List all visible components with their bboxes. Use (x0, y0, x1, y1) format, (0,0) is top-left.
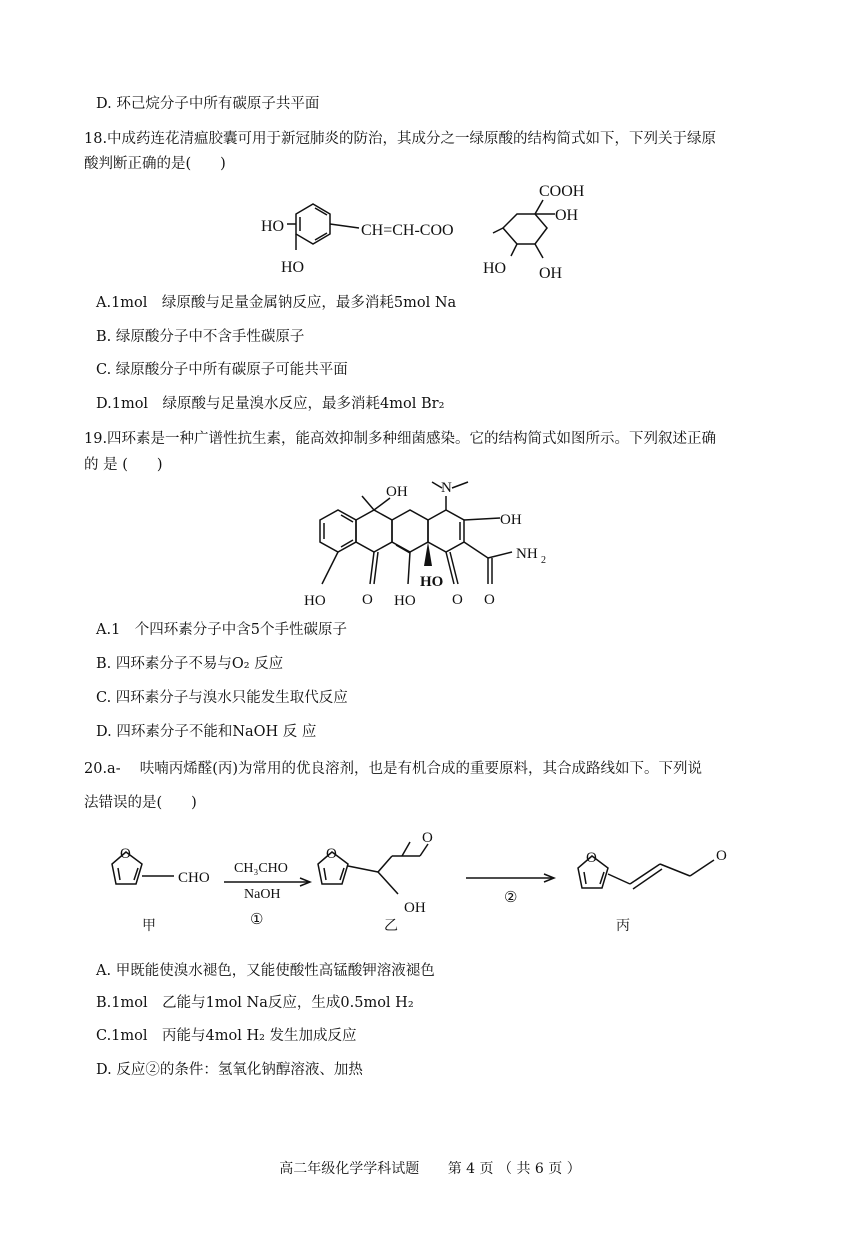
q20-label-o-yi: O (326, 846, 337, 862)
q20-label-jia: 甲 (142, 919, 156, 934)
q20-label-bing: 丙 (616, 919, 630, 934)
page-footer (0, 1158, 860, 1178)
q19-label-n: N (441, 480, 452, 496)
q19-label-oh-top: OH (386, 484, 408, 500)
q20-label-o-jia: O (120, 846, 131, 862)
q20-option-a: A. 甲既能使溴水褪色，又能使酸性高锰酸钾溶液褪色 (96, 963, 435, 979)
q19-label-ho-mid: HO (394, 593, 416, 609)
q19-label-ho-bold: HO (420, 574, 444, 590)
q19-label-o3: O (484, 592, 495, 608)
q20-stem-line1: 20.a- 呋喃丙烯醛(丙)为常用的优良溶剂，也是有机合成的重要原料，其合成路线如下。下列说 (84, 761, 703, 777)
q19-label-ho-left: HO (304, 593, 326, 609)
q20-stem-line2: 法错误的是( ) (84, 795, 197, 811)
synthesis-route-scheme (100, 826, 760, 938)
q20-option-d: D. 反应②的条件：氢氧化钠醇溶液、加热 (96, 1062, 363, 1078)
q19-option-a: A.1 个四环素分子中含5个手性碳原子 (96, 622, 348, 638)
q19-option-d: D. 四环素分子不能和NaOH 反 应 (96, 724, 317, 740)
q18-label-oh-right: OH (555, 207, 579, 224)
q20-label-cho: CHO (178, 870, 210, 886)
q20-label-o-yi-ald: O (422, 830, 433, 846)
q19-label-oh-right: OH (500, 512, 522, 528)
q19-option-c: C. 四环素分子与溴水只能发生取代反应 (96, 690, 348, 706)
q20-option-b: B.1mol 乙能与1mol Na反应，生成0.5mol H₂ (96, 995, 414, 1011)
q19-label-nh2-sub: 2 (541, 555, 546, 566)
chlorogenic-acid-structure (255, 178, 615, 286)
q20-label-o-bing: O (586, 850, 597, 866)
q19-label-o2: O (452, 592, 463, 608)
q18-label-cooh: COOH (539, 183, 585, 200)
q20-label-oh-yi: OH (404, 900, 426, 916)
q18-label-ho-top: HO (261, 218, 285, 235)
q20-label-reagent2: NaOH (244, 887, 281, 902)
q20-label-o-bing-ald: O (716, 848, 727, 864)
q17-option-d: D. 环己烷分子中所有碳原子共平面 (96, 96, 320, 112)
q18-stem-line2: 酸判断正确的是( ) (84, 156, 226, 172)
q20-label-yi: 乙 (384, 919, 398, 934)
q20-label-step2: ② (504, 890, 518, 906)
q20-option-c: C.1mol 丙能与4mol H₂ 发生加成反应 (96, 1028, 357, 1044)
q19-stem-line1: 19.四环素是一种广谱性抗生素，能高效抑制多种细菌感染。它的结构简式如图所示。下列叙述正确 (84, 431, 717, 447)
q18-option-a: A.1mol 绿原酸与足量金属钠反应，最多消耗5mol Na (96, 295, 457, 311)
q18-label-ho-bottom: HO (281, 259, 305, 276)
q19-stem-line2: 的 是 ( ) (84, 457, 163, 473)
q19-option-b: B. 四环素分子不易与O₂ 反应 (96, 656, 284, 672)
q18-label-chain: CH=CH-COO (361, 222, 454, 239)
q18-label-oh-ring: OH (539, 265, 563, 282)
footer-page-number: 第 4 页 （ 共 6 页 ） (447, 1161, 581, 1177)
q18-option-d: D.1mol 绿原酸与足量溴水反应，最多消耗4mol Br₂ (96, 396, 445, 412)
q20-label-reagent1: CH₃CHO (234, 861, 288, 876)
q20-label-step1: ① (250, 912, 264, 928)
tetracycline-structure (292, 474, 582, 614)
q18-label-ho-ring: HO (483, 260, 507, 277)
q19-label-nh2: NH (516, 546, 538, 562)
footer-title: 高二年级化学学科试题 (279, 1161, 420, 1177)
q19-label-o1: O (362, 592, 373, 608)
q18-option-c: C. 绿原酸分子中所有碳原子可能共平面 (96, 362, 348, 378)
q18-stem-line1: 18.中成药连花清瘟胶囊可用于新冠肺炎的防治，其成分之一绿原酸的结构简式如下，下列关于绿原 (84, 131, 717, 147)
q18-option-b: B. 绿原酸分子中不含手性碳原子 (96, 329, 305, 345)
